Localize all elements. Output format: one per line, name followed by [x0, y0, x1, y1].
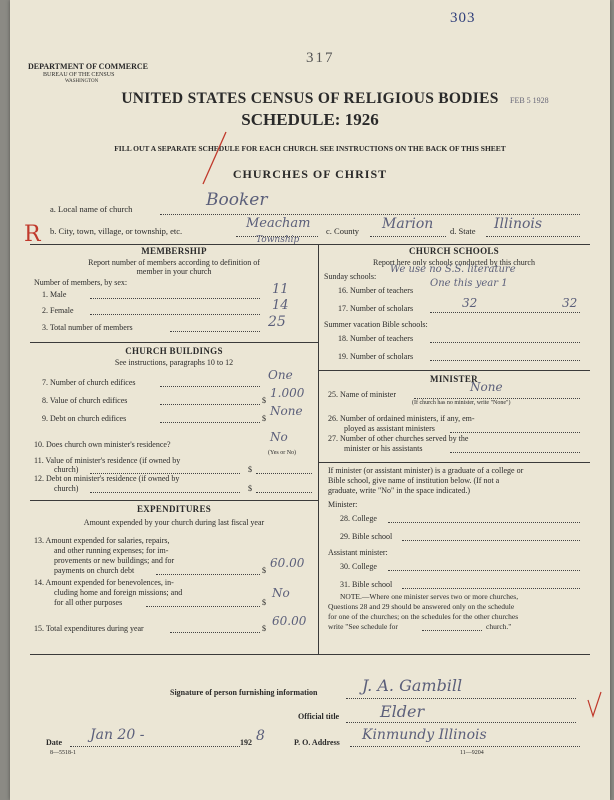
- dollar-sign-13: $: [262, 566, 266, 575]
- asst-college-label: 30. College: [340, 562, 377, 571]
- note-line-2: Questions 28 and 29 should be answered only on the schedule: [328, 602, 515, 611]
- residence-debt-label-1: 12. Debt on minister's residence (if owned by: [34, 474, 180, 483]
- instruction-line: FILL OUT A SEPARATE SCHEDULE FOR EACH CHURCH. SEE INSTRUCTIONS ON THE BACK OF THIS SHEET: [114, 144, 506, 153]
- schools-sub: Report here only schools conducted by this church: [373, 258, 535, 267]
- residence-value-label-2: church): [54, 465, 79, 474]
- benevolences-label-1: 14. Amount expended for benevolences, in-: [34, 578, 174, 587]
- sunday-schools-label: Sunday schools:: [324, 272, 377, 281]
- membership-sub-2: member in your church: [136, 267, 212, 276]
- dollar-sign-8: $: [262, 396, 266, 405]
- note-line-5: church.": [486, 622, 512, 631]
- college-label: 28. College: [340, 514, 377, 523]
- minister-heading: MINISTER: [430, 374, 478, 384]
- date-value: Jan 20 -: [90, 727, 145, 743]
- female-value: 14: [272, 298, 289, 313]
- edifices-count-value: One: [268, 368, 293, 382]
- running-expenses-label-4: payments on church debt: [54, 566, 135, 575]
- vbs-scholars-label: 19. Number of scholars: [338, 352, 414, 361]
- note-line-4: write "See schedule for: [328, 622, 398, 631]
- state-value: Illinois: [494, 216, 543, 232]
- ss-scholars-value: 32: [462, 296, 478, 310]
- owns-residence-label: 10. Does church own minister's residence?: [34, 440, 171, 449]
- township-note: Township: [256, 235, 300, 245]
- residence-value-label-1: 11. Value of minister's residence (if owned by: [34, 456, 181, 465]
- dollar-sign-14: $: [262, 598, 266, 607]
- vbs-teachers-label: 18. Number of teachers: [338, 334, 414, 343]
- total-members-label: 3. Total number of members: [42, 323, 133, 332]
- sunday-schools-note: We use no S.S. literature: [390, 264, 516, 275]
- signature-label: Signature of person furnishing information: [170, 688, 318, 697]
- minister-name-label: 25. Name of minister: [328, 390, 396, 399]
- other-churches-label-2: minister or his assistants: [344, 444, 423, 453]
- membership-sub-1: Report number of members according to definition of: [88, 258, 260, 267]
- census-schedule-page: [10, 0, 610, 800]
- ss-teachers-label: 16. Number of teachers: [338, 286, 414, 295]
- running-expenses-label-1: 13. Amount expended for salaries, repairs,: [34, 536, 170, 545]
- membership-heading: MEMBERSHIP: [141, 246, 207, 256]
- edifices-value: 1.000: [270, 386, 305, 400]
- dollar-sign-15: $: [262, 624, 266, 633]
- department-label: DEPARTMENT OF COMMERCE: [28, 62, 149, 71]
- dollar-sign-12: $: [248, 484, 252, 493]
- female-label: 2. Female: [42, 306, 74, 315]
- total-members-value: 25: [268, 314, 286, 330]
- assistant-subheading: Assistant minister:: [328, 548, 388, 557]
- red-tick-icon: [585, 690, 605, 720]
- ss-teachers-value: One this year 1: [430, 278, 508, 289]
- county-value: Marion: [382, 216, 434, 232]
- ss-scholars-label: 17. Number of scholars: [338, 304, 414, 313]
- year-value: 8: [256, 728, 265, 744]
- print-number: 11—9204: [460, 750, 484, 756]
- owns-residence-value: No: [270, 430, 288, 444]
- summer-schools-label: Summer vacation Bible schools:: [324, 320, 428, 329]
- bible-school-label: 29. Bible school: [340, 532, 393, 541]
- ledger-number: 317: [306, 50, 335, 66]
- edifices-debt-value: None: [270, 404, 303, 418]
- form-number: 8—5518-1: [50, 750, 76, 756]
- city-label: WASHINGTON: [65, 79, 99, 84]
- asst-bible-school-label: 31. Bible school: [340, 580, 393, 589]
- edifices-value-label: 8. Value of church edifices: [42, 396, 128, 405]
- ordained-label-1: 26. Number of ordained ministers, if any, em-: [328, 414, 475, 423]
- graduate-note-2: Bible school, give name of institution below. (If not a: [328, 476, 500, 485]
- church-name-value: Booker: [206, 190, 268, 210]
- city-town-value: Meacham: [246, 216, 311, 231]
- running-expenses-label-3: provements or new buildings; and for: [54, 556, 175, 565]
- schedule-title: SCHEDULE: 1926: [241, 110, 379, 129]
- expenditures-heading: EXPENDITURES: [136, 504, 212, 514]
- minister-name-hint: (If church has no minister, write "None"): [412, 400, 511, 406]
- note-line-1: NOTE.—Where one minister serves two or more churches,: [340, 592, 519, 601]
- city-town-label: b. City, town, village, or township, etc.: [50, 226, 183, 236]
- edifices-count-label: 7. Number of church edifices: [42, 378, 136, 387]
- graduate-note-1: If minister (or assistant minister) is a graduate of a college or: [328, 466, 524, 475]
- minister-name-value: None: [470, 380, 503, 394]
- received-date-stamp: FEB 5 1928: [510, 96, 549, 105]
- form-title: UNITED STATES CENSUS OF RELIGIOUS BODIES: [121, 90, 499, 107]
- state-label: d. State: [450, 226, 476, 236]
- county-label: c. County: [326, 226, 360, 236]
- male-value: 11: [272, 282, 289, 297]
- benevolences-label-3: for all other purposes: [54, 598, 123, 607]
- buildings-heading: CHURCH BUILDINGS: [125, 346, 223, 356]
- year-prefix: 192: [240, 738, 252, 747]
- yes-no-hint: (Yes or No): [268, 450, 297, 456]
- graduate-note-3: graduate, write "No" in the space indicated.): [328, 486, 471, 495]
- running-expenses-value: 60.00: [270, 556, 305, 570]
- stamped-number: 303: [450, 10, 476, 26]
- date-label: Date: [46, 738, 62, 747]
- po-address-value: Kinmundy Illinois: [362, 727, 487, 743]
- denomination-title: CHURCHES OF CHRIST: [232, 167, 388, 181]
- ordained-label-2: ployed as assistant ministers: [344, 424, 435, 433]
- dollar-sign-11: $: [248, 465, 252, 474]
- church-name-label: a. Local name of church: [50, 204, 133, 214]
- running-expenses-label-2: and other running expenses; for im-: [54, 546, 169, 555]
- po-address-label: P. O. Address: [294, 738, 340, 747]
- total-expenditures-label: 15. Total expenditures during year: [34, 624, 144, 633]
- residence-debt-label-2: church): [54, 484, 79, 493]
- bureau-label: BUREAU OF THE CENSUS: [43, 72, 115, 78]
- ss-scholars-value-2: 32: [562, 296, 578, 310]
- margin-mark: R: [24, 222, 41, 247]
- red-check-mark: [200, 128, 230, 188]
- schools-heading: CHURCH SCHOOLS: [409, 246, 499, 256]
- other-churches-label-1: 27. Number of other churches served by the: [328, 434, 469, 443]
- edifices-debt-label: 9. Debt on church edifices: [42, 414, 127, 423]
- buildings-sub: See instructions, paragraphs 10 to 12: [114, 358, 234, 367]
- minister-subheading: Minister:: [328, 500, 358, 509]
- benevolences-value: No: [272, 586, 290, 600]
- members-by-sex-label: Number of members, by sex:: [34, 278, 128, 287]
- signature-value: J. A. Gambill: [362, 676, 463, 695]
- male-label: 1. Male: [42, 290, 67, 299]
- benevolences-label-2: cluding home and foreign missions; and: [54, 588, 183, 597]
- dollar-sign-9: $: [262, 414, 266, 423]
- official-title-value: Elder: [380, 702, 425, 721]
- expenditures-sub: Amount expended by your church during last fiscal year: [83, 518, 265, 527]
- total-expenditures-value: 60.00: [272, 614, 307, 628]
- official-title-label: Official title: [298, 712, 340, 721]
- note-line-3: for one of the churches; on the schedules for the other churches: [328, 612, 519, 621]
